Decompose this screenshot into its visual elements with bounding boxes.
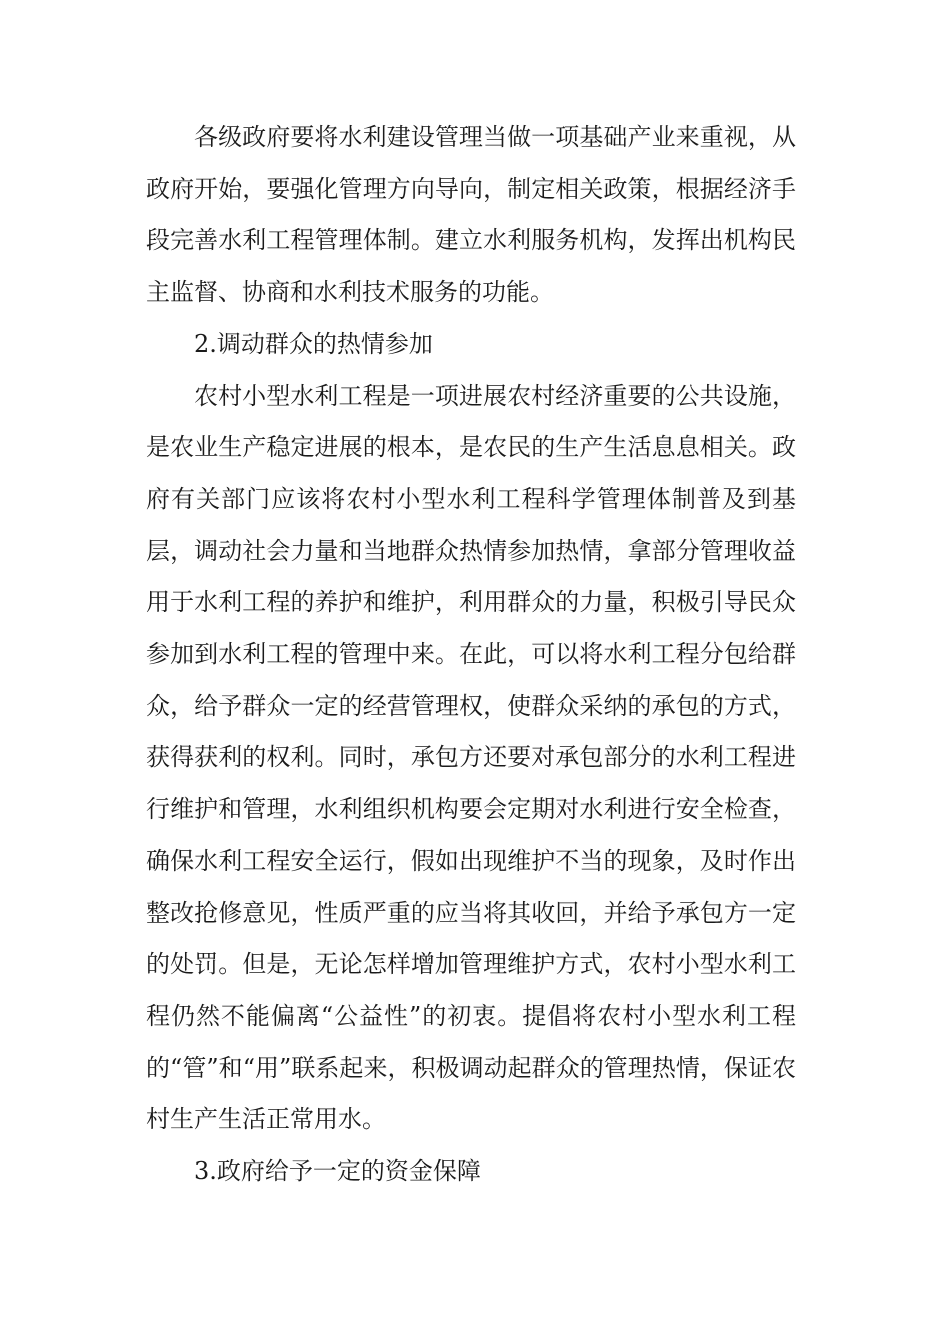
paragraph-government-management: 各级政府要将水利建设管理当做一项基础产业来重视，从政府开始，要强化管理方向导向，制定相关政策，根据经济手段完善水利工程管理体制。建立水利服务机构，发挥出机构民主监督、协商和水利技术服务的功能。 <box>146 123 796 307</box>
section-heading-funding-guarantee: 3.政府给予一定的资金保障 <box>194 1157 481 1186</box>
section-heading-mobilize-public: 2.调动群众的热情参加 <box>194 329 433 358</box>
paragraph-rural-water-projects: 农村小型水利工程是一项进展农村经济重要的公共设施，是农业生产稳定进展的根本，是农民的生产生活息息相关。政府有关部门应该将农村小型水利工程科学管理体制普及到基层，调动社会力量和当地群众热情参加热情，拿部分管理收益用于水利工程的养护和维护，利用群众的力量，积极引导民众参加到水利工程的管理中来。在此，可以将水利工程分包给群众，给予群众一定的经营管理权，使群众采纳的承包的方式，获得获利的权利。同时，承包方还要对承包部分的水利工程进行维护和管理，水利组织机构要会定期对水利进行安全检查，确保水利工程安全运行，假如出现维护不当的现象，及时作出整改抢修意见，性质严重的应当将其收回，并给予承包方一定的处罚。但是，无论怎样增加管理维护方式，农村小型水利工程仍然不能偏离“公益性”的初衷。提倡将农村小型水利工程的“管”和“用”联系起来，积极调动起群众的管理热情，保证农村生产生活正常用水。 <box>146 381 796 1134</box>
document-body <box>146 112 796 1198</box>
